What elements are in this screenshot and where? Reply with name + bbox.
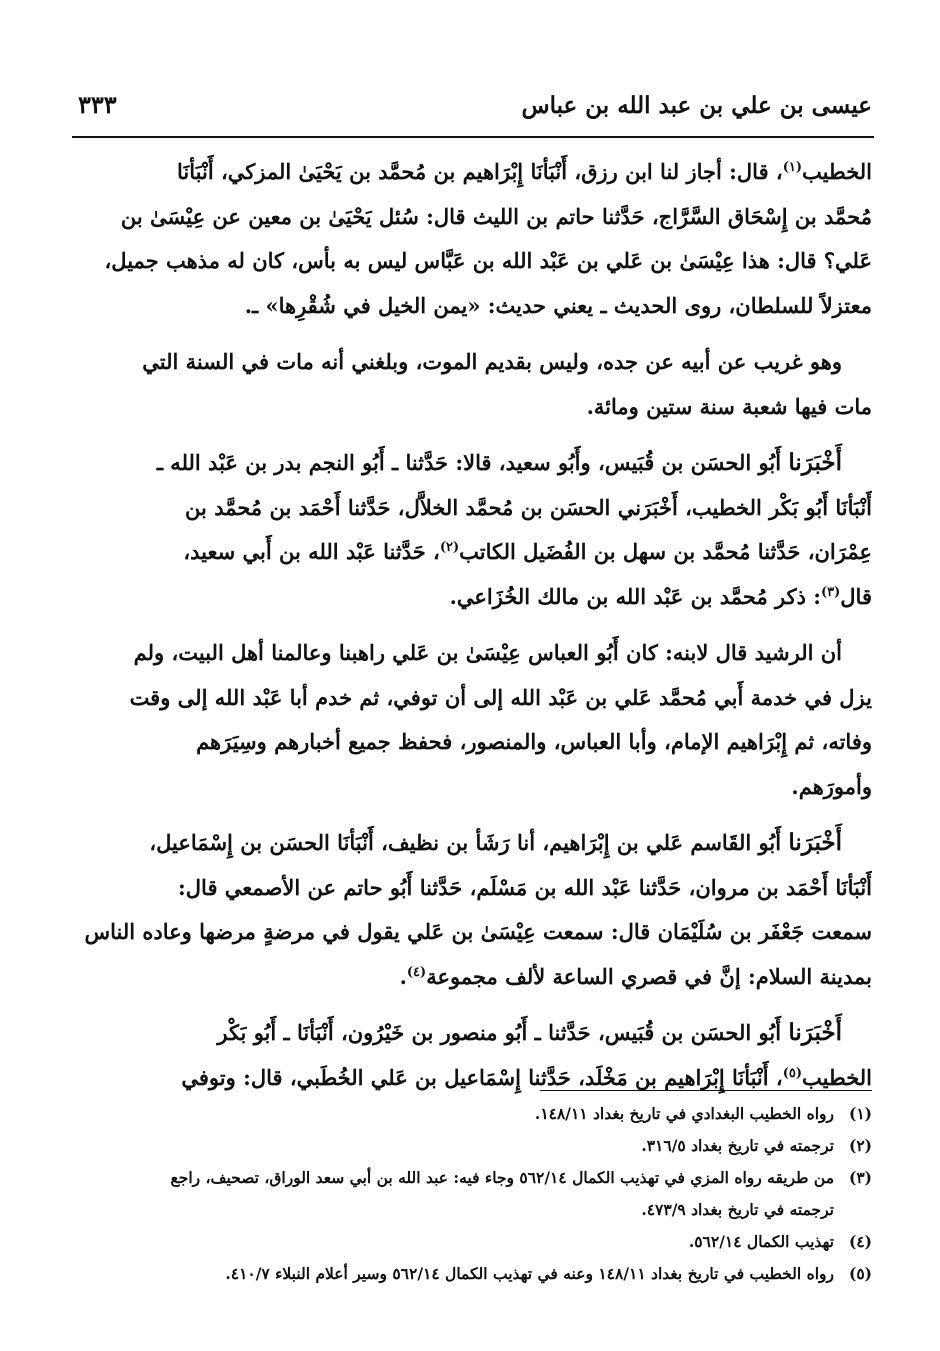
footnote-number: (٤) [848, 1232, 872, 1251]
text-line: أن الرشيد قال لابنه: كان أَبُو العباس عِيْسَىٰ بن عَلي راهبنا وعالمنا أهل البيت، ولم [133, 640, 842, 665]
text-segment: أَبُو القَاسم عَلي بن إِبْرَاهيم، أنا رَشَأ بن نظيف، أَنْبَأنَا الحسَن بن إِسْمَاعيل، [149, 830, 789, 855]
text-line [72, 1056, 872, 1101]
main-text [72, 150, 872, 1112]
text-line [72, 150, 872, 195]
text-segment: ، أَنْبَأنَا إِبْرَاهيم بن مَخْلَد، حَدَّثنا إِسْمَاعيل بن عَلي الخُطَبي، قال: وتوفي [181, 1064, 783, 1090]
text-line [72, 530, 872, 575]
footnote-text: تهذيب الكمال ٥٦٢/١٤. [688, 1232, 834, 1251]
text-line: أَنْبَأنَا أَحْمَد بن مروان، حَدَّثنا عَبْد الله بن مَسْلَم، حَدَّثنا أَبُو حاتم عن الأصمعي قال: [178, 874, 872, 900]
text-line [72, 821, 872, 866]
text-segment: بمدينة السلام: إنَّ في قصري الساعة لألف مجموعة [426, 963, 872, 989]
footnote-number: (٣) [848, 1168, 872, 1187]
text-line: يزل في خدمة أَبي مُحمَّد عَلي بن عَبْد الله إلى أن توفي، ثم خدم أبا عَبْد الله إلى وقت [129, 684, 872, 710]
footnotes [72, 1098, 872, 1290]
text-segment: : ذكر مُحمَّد بن عَبْد الله بن مالك الخُزَاعي. [449, 583, 821, 609]
footnote-number: (٥) [848, 1264, 872, 1283]
text-line [72, 1011, 872, 1056]
text-segment: عِمْرَان، حَدَّثنا مُحمَّد بن سهل بن الفُضَيل الكاتب [459, 539, 872, 564]
text-line [72, 441, 872, 486]
text-line: معتزلاً للسلطان، روى الحديث ـ يعني حديث: «يمن الخيل في شُقْرِها» ـ. [244, 292, 872, 318]
text-line: سمعت جَعْفَر بن سُلَيْمَان قال: سمعت عِيْسَىٰ بن عَلي يقول في مرضةٍ مرضها وعاده الناس [84, 919, 872, 944]
text-line [72, 575, 872, 620]
footnote-ref: (٤) [406, 964, 427, 980]
footnote [72, 1098, 872, 1130]
text-segment: الخطيب [802, 1064, 872, 1090]
footnote-ref: (٣) [821, 584, 841, 600]
footnote-rule [540, 1090, 872, 1091]
footnote-ref: (٢) [439, 540, 460, 555]
akhbarana-word: أَخْبَرَنا [788, 1019, 842, 1046]
text-segment: الخطيب [802, 159, 872, 184]
paragraph [72, 150, 872, 328]
footnote [72, 1258, 872, 1290]
paragraph [72, 821, 872, 999]
footnote-text: رواه الخطيب في تاريخ بغداد ١٤٨/١١ وعنه في تهذيب الكمال ٥٦٢/١٤ وسير أعلام النبلاء ٤١٠/٧. [225, 1264, 834, 1283]
akhbarana-word: أَخْبَرَنا [788, 829, 842, 856]
footnote-ref: (٥) [782, 1065, 803, 1081]
page-number: ٣٣٣ [78, 90, 117, 119]
text-line: وفاته، ثم إِبْرَاهيم الإمام، وأبا العباس، والمنصور، فحفظ جميع أخبارهم وسِيَرَهم [196, 729, 872, 754]
text-line: أَنْبَأنَا أَبُو بَكْر الخطيب، أَخْبَرَني الحسَن بن مُحمَّد الخلاَّل، حَدَّثنا أَحْمَد بن مُحمَّد بن [185, 494, 872, 520]
text-line: مات فيها شعبة سنة ستين ومائة. [586, 393, 872, 419]
footnote-text: رواه الخطيب البغدادي في تاريخ بغداد ١٤٨/١١. [534, 1104, 834, 1123]
footnote [72, 1130, 872, 1162]
text-line: وهو غريب عن أبيه عن جده، وليس بقديم الموت، وبلغني أنه مات في السنة التي [142, 349, 842, 374]
footnote-ref: (١) [782, 160, 803, 175]
text-line: وأمورَهم. [791, 773, 872, 799]
footnote-text: من طريقه رواه المزي في تهذيب الكمال ٥٦٢/١٤ وجاء فيه: عبد الله بن أبي سعد الوراق، تصحيف، راجع [170, 1168, 834, 1187]
footnote-text: ترجمته في تاريخ بغداد ٣١٦/٥. [641, 1136, 834, 1155]
header-rule [72, 136, 874, 138]
akhbarana-word: أَخْبَرَنا [788, 449, 842, 476]
footnote-number: (١) [848, 1104, 872, 1123]
paragraph [72, 1011, 872, 1100]
footnote-number: (٢) [848, 1136, 872, 1155]
text-segment: أَبُو الحسَن بن قُبَيس، وأَبُو سعيد، قالا: حَدَّثنا ـ أَبُو النجم بدر بن عَبْد الله ـ [156, 450, 789, 475]
text-line [72, 955, 872, 1000]
page-header [78, 88, 872, 128]
footnote [72, 1162, 872, 1226]
text-segment: أَبُو الحسَن بن قُبَيس، حَدَّثنا ـ أَبُو منصور بن خَيْرُون، أَنْبَأنَا ـ أَبُو بَكْر [217, 1020, 789, 1045]
paragraph [72, 631, 872, 809]
footnote-text: ترجمته في تاريخ بغداد ٤٧٣/٩. [641, 1200, 834, 1219]
text-segment: قال [840, 583, 872, 609]
running-title: عيسى بن علي بن عبد الله بن عباس [521, 92, 872, 119]
text-line: عَلي؟ قال: هذا عِيْسَىٰ بن عَلي بن عَبْد الله بن عَبَّاس ليس به بأس، كان له مذهب جميل، [104, 248, 872, 273]
text-segment: ، حَدَّثنا عَبْد الله بن أَبي سعيد، [183, 539, 440, 564]
text-segment: ، قال: أجاز لنا ابن رزق، أَنْبَأنَا إِبْرَاهيم بن مُحمَّد بن يَحْيَىٰ المزكي، أَنْبَأنَا [177, 159, 783, 184]
paragraph [72, 340, 872, 429]
paragraph [72, 441, 872, 619]
text-line: مُحمَّد بن إِسْحَاق السَّرَّاج، حَدَّثنا حاتم بن الليث قال: سُئل يَحْيَىٰ بن معين عن عِيْسَىٰ بن [120, 203, 872, 229]
text-segment: . [399, 963, 407, 989]
footnote [72, 1226, 872, 1258]
